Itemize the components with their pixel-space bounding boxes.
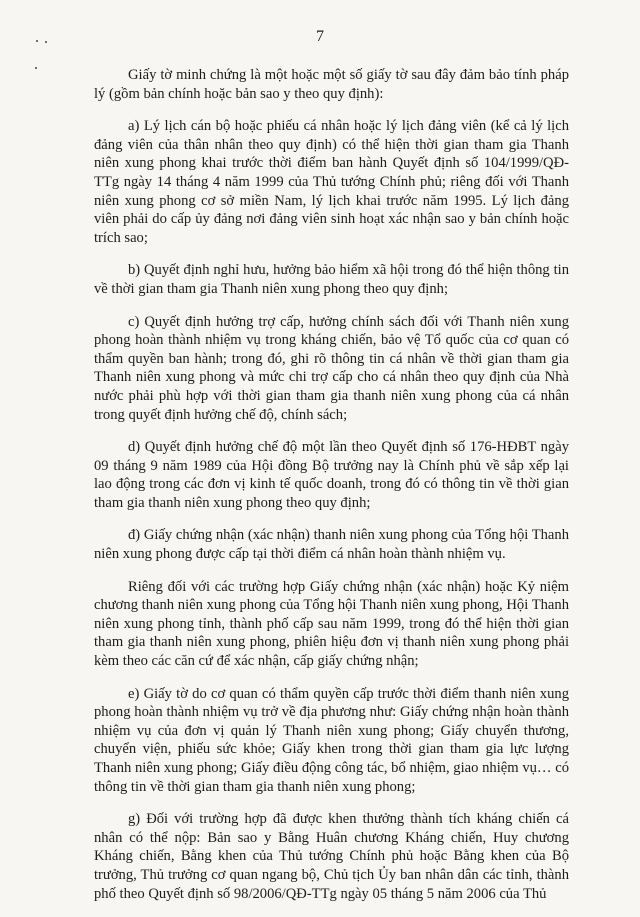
item-g-paragraph: g) Đối với trường hợp đã được khen thưởng thành tích kháng chiến cá nhân có thể nộp: Bản sao y Bằng Huân chương Kháng chiến, Huy chương Kháng chiến, Bằng khen của Thủ tướng Chính phủ hoặc Bằng khen của Bộ trưởng, Thủ trưởng cơ quan ngang bộ, Chủ tịch Ủy ban nhân dân các tỉnh, thành phố theo Quyết định số 98/2006/QĐ-TTg ngày 05 tháng 5 năm 2006 của Thủ xyxy=(94,811,569,902)
item-e-paragraph: e) Giấy tờ do cơ quan có thẩm quyền cấp trước thời điểm thanh niên xung phong hoàn thành nhiệm vụ trở về địa phương như: Giấy chứng nhận hoàn thành nhiệm vụ của đơn vị quản lý Thanh niên xung phong; Giấy chuyển thương, chuyển viện, phiếu sức khỏe; Giấy khen trong thời gian tham gia lực lượng Thanh niên xung phong; Giấy điều động công tác, bổ nhiệm, giao nhiệm vụ… có thông tin về thời gian tham gia thanh niên xung phong; xyxy=(94,685,569,795)
item-a-paragraph: a) Lý lịch cán bộ hoặc phiếu cá nhân hoặc lý lịch đảng viên (kể cả lý lịch đảng viên của thân nhân theo quy định) có thể hiện thời gian tham gia Thanh niên xung phong khai trước thời điểm ban hành Quyết định số 104/1999/QĐ-TTg ngày 14 tháng 4 năm 1999 của Thủ tướng Chính phủ; riêng đối với Thanh niên xung phong cơ sở miền Nam, lý lịch khai trước năm 1995. Lý lịch đảng viên phải do cấp ủy đảng nơi đảng viên sinh hoạt xác nhận sao y bản chính hoặc trích sao; xyxy=(94,118,569,246)
intro-paragraph: Giấy tờ minh chứng là một hoặc một số giấy tờ sau đây đảm bảo tính pháp lý (gồm bản chính hoặc bản sao y theo quy định): xyxy=(94,67,569,102)
page-number: 7 xyxy=(316,28,324,45)
item-b-paragraph: b) Quyết định nghỉ hưu, hưởng bảo hiểm xã hội trong đó thể hiện thông tin về thời gian tham gia Thanh niên xung phong theo quy định; xyxy=(94,262,569,297)
special-case-paragraph: Riêng đối với các trường hợp Giấy chứng nhận (xác nhận) hoặc Kỷ niệm chương thanh niên xung phong của Tổng hội Thanh niên xung phong, Hội Thanh niên xung phong tỉnh, thành phố cấp sau năm 1999, trong đó thể hiện thời gian tham gia thanh niên xung phong, phiên hiệu đơn vị thanh niên xung phong phải kèm theo các căn cứ để xác nhận, cấp giấy chứng nhận; xyxy=(94,578,569,670)
scan-speck xyxy=(35,67,37,69)
item-d-paragraph: d) Quyết định hưởng chế độ một lần theo Quyết định số 176-HĐBT ngày 09 tháng 9 năm 1989 của Hội đồng Bộ trưởng nay là Chính phủ về sắp xếp lại lao động trong các đơn vị kinh tế quốc doanh, trong đó có thông tin về thời gian tham gia thanh niên xung phong theo quy định; xyxy=(94,439,569,511)
item-dd-paragraph: đ) Giấy chứng nhận (xác nhận) thanh niên xung phong của Tổng hội Thanh niên xung phong được cấp tại thời điểm cá nhân hoàn thành nhiệm vụ. xyxy=(94,527,569,563)
item-c-paragraph: c) Quyết định hưởng trợ cấp, hưởng chính sách đối với Thanh niên xung phong hoàn thành nhiệm vụ trong kháng chiến, bảo vệ Tổ quốc của cơ quan có thẩm quyền ban hành; trong đó, ghi rõ thông tin cá nhân về thời gian tham gia Thanh niên xung phong và mức chi trợ cấp cho cá nhân theo quy định của Nhà nước phải phù hợp với thời gian tham gia thanh niên xung phong của cá nhân trong quyết định hưởng chế độ, chính sách; xyxy=(94,313,569,423)
document-body xyxy=(94,66,569,917)
